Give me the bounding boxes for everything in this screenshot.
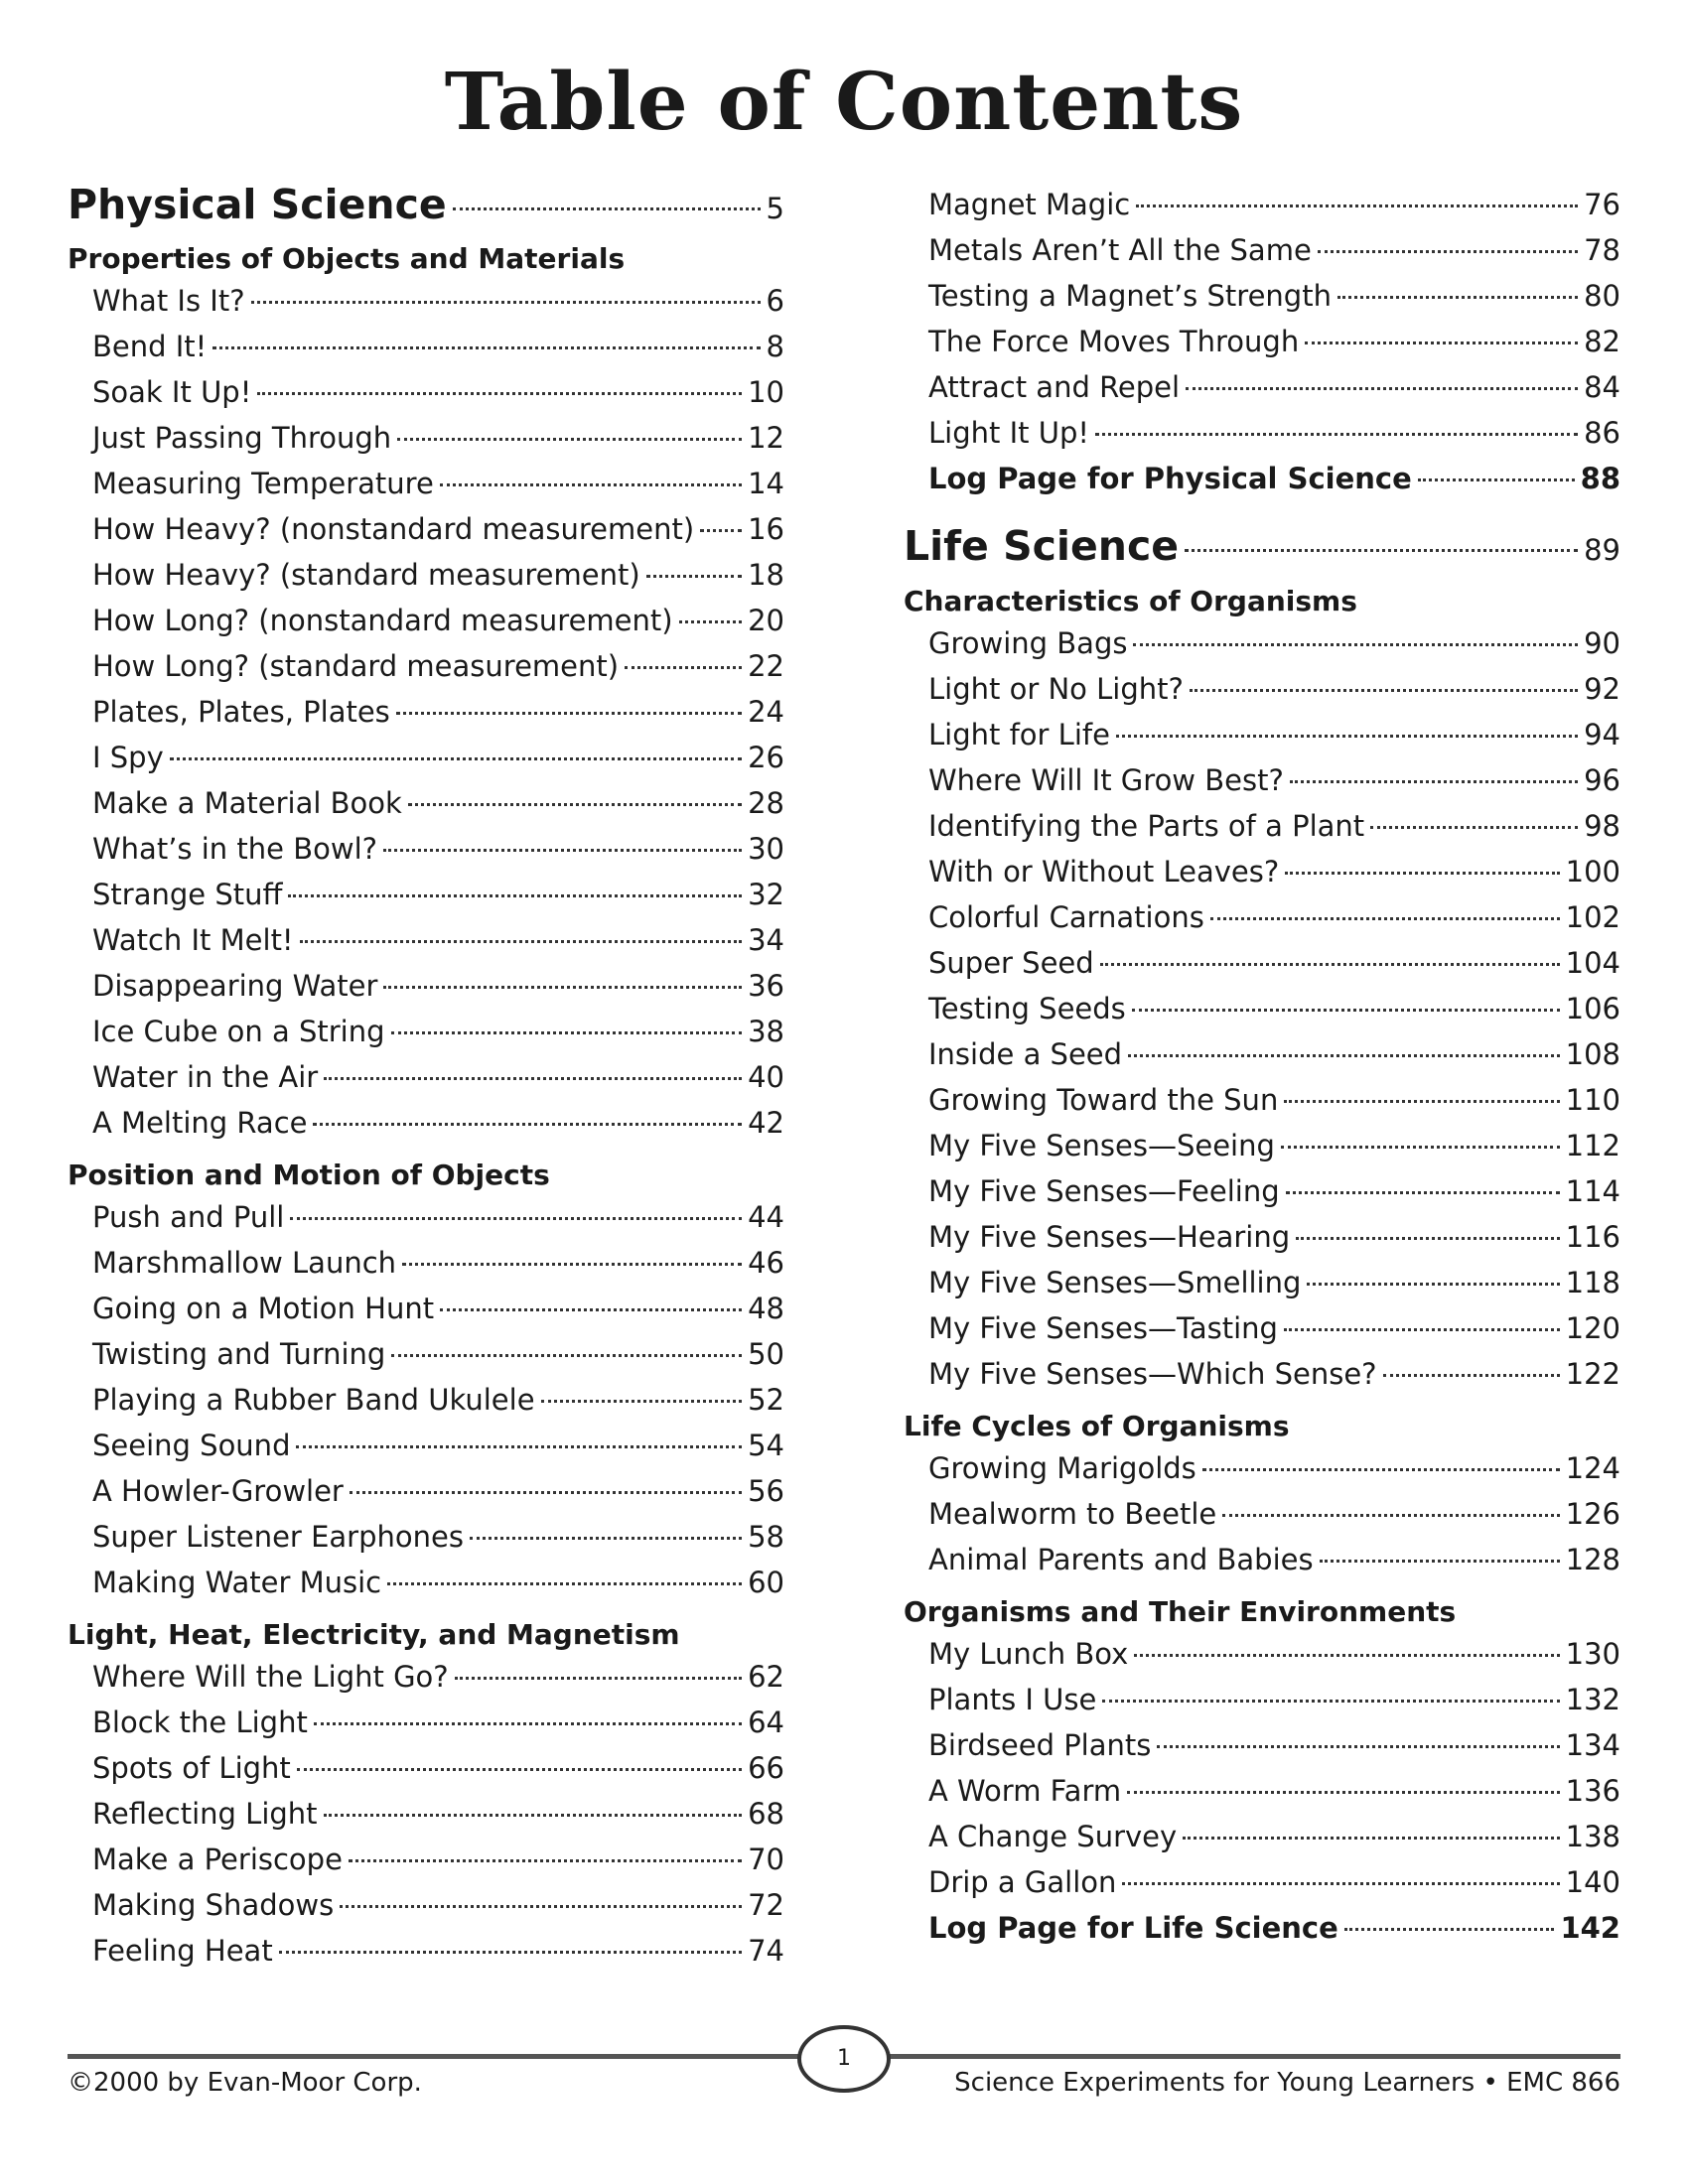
toc-entry[interactable] bbox=[92, 1337, 784, 1383]
page-number: 56 bbox=[748, 1474, 784, 1508]
toc-entry[interactable] bbox=[92, 1060, 784, 1106]
entry-title: Light for Life bbox=[928, 718, 1110, 751]
page-number: 116 bbox=[1565, 1220, 1620, 1254]
page-number: 18 bbox=[748, 558, 784, 592]
entry-title: Light or No Light? bbox=[928, 672, 1184, 706]
page-title: Table of Contents bbox=[444, 55, 1244, 148]
page-number: 60 bbox=[748, 1566, 784, 1599]
toc-entry[interactable] bbox=[92, 1751, 784, 1797]
dot-leader bbox=[1100, 963, 1560, 966]
entry-title: Identifying the Parts of a Plant bbox=[928, 809, 1365, 843]
footer-book-title: Science Experiments for Young Learners • EMC 866 bbox=[954, 2068, 1620, 2098]
entry-title: Animal Parents and Babies bbox=[928, 1543, 1314, 1576]
dot-leader bbox=[1127, 1791, 1560, 1794]
dot-leader bbox=[1281, 1146, 1560, 1149]
dot-leader bbox=[1134, 1654, 1559, 1657]
entry-title: I Spy bbox=[92, 741, 164, 774]
page-number: 5 bbox=[766, 192, 784, 225]
dot-leader bbox=[1095, 433, 1578, 436]
dot-leader bbox=[440, 483, 742, 486]
dot-leader bbox=[1337, 296, 1578, 299]
dot-leader bbox=[297, 1768, 742, 1771]
toc-entry[interactable] bbox=[928, 1311, 1620, 1357]
entry-title: Metals Aren’t All the Same bbox=[928, 233, 1312, 267]
subsection-heading: Properties of Objects and Materials bbox=[68, 242, 626, 275]
entry-title: Making Shadows bbox=[92, 1888, 335, 1922]
page-number: 38 bbox=[748, 1015, 784, 1048]
entry-title: A Howler-Growler bbox=[92, 1474, 344, 1508]
toc-entry[interactable] bbox=[928, 188, 1620, 233]
dot-leader bbox=[257, 392, 742, 395]
toc-entry[interactable] bbox=[928, 1774, 1620, 1820]
dot-leader bbox=[324, 1814, 743, 1817]
toc-entry[interactable] bbox=[92, 1429, 784, 1474]
page-number: 88 bbox=[1580, 462, 1620, 495]
entry-title: What’s in the Bowl? bbox=[92, 832, 378, 866]
toc-entry[interactable] bbox=[928, 1543, 1620, 1588]
toc-entry[interactable] bbox=[92, 512, 784, 558]
dot-leader bbox=[1157, 1745, 1559, 1748]
entry-title: Growing Marigolds bbox=[928, 1451, 1196, 1485]
toc-entry[interactable] bbox=[928, 1497, 1620, 1543]
dot-leader bbox=[1418, 478, 1575, 481]
entry-title: Plants I Use bbox=[928, 1683, 1097, 1716]
entry-title: My Five Senses—Feeling bbox=[928, 1174, 1280, 1208]
entry-title: Make a Material Book bbox=[92, 786, 402, 820]
dot-leader bbox=[1183, 1837, 1559, 1840]
toc-entry[interactable] bbox=[928, 1683, 1620, 1728]
page-number: 112 bbox=[1565, 1129, 1620, 1162]
dot-leader bbox=[1305, 341, 1578, 344]
entry-title: Soak It Up! bbox=[92, 375, 252, 409]
page-number: 86 bbox=[1584, 416, 1620, 450]
subsection-heading: Organisms and Their Environments bbox=[904, 1595, 1457, 1628]
page-number: 6 bbox=[766, 284, 784, 318]
entry-title: Super Listener Earphones bbox=[92, 1520, 464, 1554]
entry-title: Watch It Melt! bbox=[92, 923, 294, 957]
toc-entry[interactable] bbox=[928, 370, 1620, 416]
entry-title: Plates, Plates, Plates bbox=[92, 695, 390, 729]
toc-entry[interactable] bbox=[928, 900, 1620, 946]
entry-title: Block the Light bbox=[92, 1706, 308, 1739]
entry-title: My Five Senses—Smelling bbox=[928, 1266, 1302, 1299]
toc-entry[interactable] bbox=[928, 279, 1620, 325]
page-number: 14 bbox=[748, 467, 784, 500]
page-number: 74 bbox=[748, 1934, 784, 1968]
page-number: 138 bbox=[1565, 1820, 1620, 1853]
page-number: 52 bbox=[748, 1383, 784, 1417]
dot-leader bbox=[391, 1031, 743, 1034]
entry-title: Where Will It Grow Best? bbox=[928, 763, 1284, 797]
dot-leader bbox=[212, 346, 760, 349]
toc-entry[interactable] bbox=[928, 1865, 1620, 1911]
toc-entry[interactable] bbox=[92, 1660, 784, 1706]
toc-entry-log-page[interactable] bbox=[928, 1911, 1620, 1957]
dot-leader bbox=[1132, 1009, 1560, 1012]
entry-title: Marshmallow Launch bbox=[92, 1246, 397, 1280]
entry-title: My Five Senses—Which Sense? bbox=[928, 1357, 1377, 1391]
dot-leader bbox=[314, 1722, 742, 1725]
dot-leader bbox=[408, 803, 742, 806]
toc-entry[interactable] bbox=[928, 1174, 1620, 1220]
dot-leader bbox=[470, 1537, 742, 1540]
page-number: 48 bbox=[748, 1292, 784, 1325]
page-number: 126 bbox=[1565, 1497, 1620, 1531]
dot-leader bbox=[1344, 1928, 1555, 1931]
toc-entry[interactable] bbox=[92, 558, 784, 604]
page-number: 92 bbox=[1584, 672, 1620, 706]
page-number: 28 bbox=[748, 786, 784, 820]
toc-entry[interactable] bbox=[92, 1520, 784, 1566]
entry-title: How Heavy? (standard measurement) bbox=[92, 558, 640, 592]
toc-entry[interactable] bbox=[92, 375, 784, 421]
toc-entry[interactable] bbox=[928, 626, 1620, 672]
page-number: 24 bbox=[748, 695, 784, 729]
dot-leader bbox=[1286, 1191, 1560, 1194]
entry-title: Just Passing Through bbox=[92, 421, 392, 455]
dot-leader bbox=[1318, 250, 1578, 253]
dot-leader bbox=[340, 1905, 742, 1908]
dot-leader bbox=[1285, 872, 1559, 875]
toc-entry[interactable] bbox=[928, 1037, 1620, 1083]
toc-entry[interactable] bbox=[92, 1015, 784, 1060]
entry-title: A Change Survey bbox=[928, 1820, 1178, 1853]
entry-title: Mealworm to Beetle bbox=[928, 1497, 1217, 1531]
entry-title: My Five Senses—Hearing bbox=[928, 1220, 1291, 1254]
page-number: 114 bbox=[1565, 1174, 1620, 1208]
entry-title: Water in the Air bbox=[92, 1060, 319, 1094]
toc-entry[interactable] bbox=[92, 330, 784, 375]
dot-leader bbox=[1186, 387, 1578, 390]
toc-entry[interactable] bbox=[928, 1728, 1620, 1774]
entry-title: Ice Cube on a String bbox=[92, 1015, 385, 1048]
page-number: 22 bbox=[748, 649, 784, 683]
entry-title: Growing Bags bbox=[928, 626, 1128, 660]
dot-leader bbox=[1122, 1882, 1559, 1885]
entry-title: A Melting Race bbox=[92, 1106, 308, 1140]
dot-leader bbox=[1296, 1237, 1560, 1240]
subsection-heading: Position and Motion of Objects bbox=[68, 1159, 550, 1191]
page-number: 20 bbox=[748, 604, 784, 637]
toc-entry[interactable] bbox=[928, 672, 1620, 718]
page-number: 89 bbox=[1584, 533, 1620, 567]
entry-title: A Worm Farm bbox=[928, 1774, 1122, 1808]
dot-leader bbox=[1307, 1283, 1559, 1286]
toc-entry[interactable] bbox=[928, 416, 1620, 462]
dot-leader bbox=[387, 1582, 742, 1585]
entry-title: Super Seed bbox=[928, 946, 1094, 980]
dot-leader bbox=[1102, 1700, 1559, 1703]
dot-leader bbox=[279, 1951, 742, 1954]
page-number: 124 bbox=[1565, 1451, 1620, 1485]
dot-leader bbox=[700, 529, 742, 532]
page-number: 132 bbox=[1565, 1683, 1620, 1716]
entry-title: Attract and Repel bbox=[928, 370, 1181, 404]
page-number: 102 bbox=[1565, 900, 1620, 934]
dot-leader bbox=[383, 849, 742, 852]
dot-leader bbox=[453, 207, 761, 210]
toc-entry[interactable] bbox=[928, 1451, 1620, 1497]
page-number: 58 bbox=[748, 1520, 784, 1554]
toc-entry[interactable] bbox=[92, 741, 784, 786]
dot-leader bbox=[541, 1400, 743, 1403]
toc-entry[interactable] bbox=[928, 809, 1620, 855]
entry-title: Strange Stuff bbox=[92, 878, 283, 911]
entry-title: Making Water Music bbox=[92, 1566, 382, 1599]
dot-leader bbox=[170, 757, 742, 760]
dot-leader bbox=[251, 301, 761, 304]
entry-title: Inside a Seed bbox=[928, 1037, 1123, 1071]
page-number: 72 bbox=[748, 1888, 784, 1922]
page-number: 8 bbox=[766, 330, 784, 363]
entry-title: Birdseed Plants bbox=[928, 1728, 1152, 1762]
toc-entry[interactable] bbox=[92, 1797, 784, 1843]
page-number: 142 bbox=[1560, 1911, 1620, 1945]
dot-leader bbox=[1284, 1328, 1560, 1331]
dot-leader bbox=[1222, 1514, 1559, 1517]
page-number: 32 bbox=[748, 878, 784, 911]
toc-entry[interactable] bbox=[92, 1888, 784, 1934]
page-number: 84 bbox=[1584, 370, 1620, 404]
dot-leader bbox=[391, 1354, 742, 1357]
dot-leader bbox=[1128, 1054, 1560, 1057]
page-number: 54 bbox=[748, 1429, 784, 1462]
toc-entry[interactable] bbox=[928, 1129, 1620, 1174]
page-number: 90 bbox=[1584, 626, 1620, 660]
toc-entry[interactable] bbox=[92, 878, 784, 923]
entry-title: Feeling Heat bbox=[92, 1934, 273, 1968]
section-physical-science[interactable] bbox=[68, 181, 784, 240]
toc-entry[interactable] bbox=[92, 284, 784, 330]
dot-leader bbox=[440, 1308, 742, 1311]
section-title: Physical Science bbox=[68, 181, 447, 228]
toc-entry[interactable] bbox=[928, 1820, 1620, 1865]
dot-leader bbox=[296, 1445, 742, 1448]
page-number: 12 bbox=[748, 421, 784, 455]
page-number: 118 bbox=[1565, 1266, 1620, 1299]
toc-entry[interactable] bbox=[92, 467, 784, 512]
page-number: 130 bbox=[1565, 1637, 1620, 1671]
page-number: 36 bbox=[748, 969, 784, 1003]
entry-title: Spots of Light bbox=[92, 1751, 291, 1785]
dot-leader bbox=[1133, 643, 1578, 646]
page-number: 120 bbox=[1565, 1311, 1620, 1345]
dot-leader bbox=[349, 1859, 742, 1862]
subsection-heading: Characteristics of Organisms bbox=[904, 585, 1357, 617]
page-number: 10 bbox=[748, 375, 784, 409]
entry-title: Testing Seeds bbox=[928, 992, 1126, 1025]
dot-leader bbox=[1136, 205, 1578, 207]
page-number: 136 bbox=[1565, 1774, 1620, 1808]
subsection-heading: Light, Heat, Electricity, and Magnetism bbox=[68, 1618, 680, 1651]
entry-title: Reflecting Light bbox=[92, 1797, 318, 1831]
footer-copyright: ©2000 by Evan-Moor Corp. bbox=[68, 2068, 422, 2098]
entry-title: Measuring Temperature bbox=[92, 467, 434, 500]
page-number: 122 bbox=[1565, 1357, 1620, 1391]
dot-leader bbox=[1284, 1100, 1559, 1103]
toc-entry[interactable] bbox=[928, 992, 1620, 1037]
dot-leader bbox=[324, 1077, 742, 1080]
entry-title: Twisting and Turning bbox=[92, 1337, 386, 1371]
dot-leader bbox=[396, 712, 742, 715]
page-number-badge: 1 bbox=[797, 2025, 891, 2093]
page-number: 46 bbox=[748, 1246, 784, 1280]
toc-entry[interactable] bbox=[92, 786, 784, 832]
entry-title: What Is It? bbox=[92, 284, 245, 318]
dot-leader bbox=[1190, 689, 1578, 692]
entry-title: Bend It! bbox=[92, 330, 208, 363]
entry-title: Make a Periscope bbox=[92, 1843, 343, 1876]
entry-title: Seeing Sound bbox=[92, 1429, 291, 1462]
toc-entry[interactable] bbox=[92, 1566, 784, 1611]
toc-entry[interactable] bbox=[92, 421, 784, 467]
page-number: 94 bbox=[1584, 718, 1620, 751]
toc-entry[interactable] bbox=[928, 1220, 1620, 1266]
dot-leader bbox=[288, 894, 742, 897]
toc-entry[interactable] bbox=[92, 969, 784, 1015]
page-number: 140 bbox=[1565, 1865, 1620, 1899]
page-number: 82 bbox=[1584, 325, 1620, 358]
page-number: 110 bbox=[1565, 1083, 1620, 1117]
entry-title: Push and Pull bbox=[92, 1200, 285, 1234]
entry-title: Magnet Magic bbox=[928, 188, 1131, 221]
dot-leader bbox=[1370, 826, 1578, 829]
dot-leader bbox=[350, 1491, 742, 1494]
toc-entry[interactable] bbox=[92, 1106, 784, 1152]
toc-entry[interactable] bbox=[92, 695, 784, 741]
toc-entry[interactable] bbox=[928, 1637, 1620, 1683]
page-number: 62 bbox=[748, 1660, 784, 1694]
dot-leader bbox=[1116, 735, 1578, 738]
toc-entry[interactable] bbox=[928, 325, 1620, 370]
entry-title: Where Will the Light Go? bbox=[92, 1660, 449, 1694]
dot-leader bbox=[1210, 917, 1560, 920]
toc-entry[interactable] bbox=[92, 923, 784, 969]
toc-entry[interactable] bbox=[92, 1383, 784, 1429]
page-number: 76 bbox=[1584, 188, 1620, 221]
toc-entry[interactable] bbox=[92, 604, 784, 649]
entry-title: The Force Moves Through bbox=[928, 325, 1300, 358]
toc-entry[interactable] bbox=[928, 1266, 1620, 1311]
section-title: Life Science bbox=[904, 522, 1180, 570]
toc-entry[interactable] bbox=[928, 763, 1620, 809]
section-life-science[interactable] bbox=[904, 522, 1620, 582]
page-number: 100 bbox=[1565, 855, 1620, 888]
page-number: 108 bbox=[1565, 1037, 1620, 1071]
page-number: 78 bbox=[1584, 233, 1620, 267]
page-number: 70 bbox=[748, 1843, 784, 1876]
dot-leader bbox=[290, 1217, 742, 1220]
page-number: 40 bbox=[748, 1060, 784, 1094]
toc-entry[interactable] bbox=[928, 1083, 1620, 1129]
dot-leader bbox=[679, 620, 743, 623]
entry-title: Light It Up! bbox=[928, 416, 1089, 450]
entry-title: Drip a Gallon bbox=[928, 1865, 1117, 1899]
dot-leader bbox=[1185, 549, 1578, 552]
entry-title: How Long? (standard measurement) bbox=[92, 649, 620, 683]
toc-entry[interactable] bbox=[92, 1200, 784, 1246]
toc-entry[interactable] bbox=[92, 832, 784, 878]
toc-entry[interactable] bbox=[92, 1706, 784, 1751]
entry-title: Testing a Magnet’s Strength bbox=[928, 279, 1332, 313]
dot-leader bbox=[383, 986, 742, 989]
page-number: 26 bbox=[748, 741, 784, 774]
page-number: 104 bbox=[1565, 946, 1620, 980]
subsection-heading: Life Cycles of Organisms bbox=[904, 1410, 1290, 1442]
entry-title: Disappearing Water bbox=[92, 969, 378, 1003]
entry-title: Going on a Motion Hunt bbox=[92, 1292, 435, 1325]
entry-title: How Heavy? (nonstandard measurement) bbox=[92, 512, 695, 546]
page-number: 106 bbox=[1565, 992, 1620, 1025]
entry-title: Log Page for Life Science bbox=[928, 1911, 1338, 1945]
toc-entry[interactable] bbox=[92, 1246, 784, 1292]
page-number: 98 bbox=[1584, 809, 1620, 843]
entry-title: How Long? (nonstandard measurement) bbox=[92, 604, 673, 637]
page-number: 66 bbox=[748, 1751, 784, 1785]
toc-entry[interactable] bbox=[92, 1474, 784, 1520]
entry-title: My Five Senses—Seeing bbox=[928, 1129, 1275, 1162]
page-number: 16 bbox=[748, 512, 784, 546]
dot-leader bbox=[1290, 780, 1578, 783]
page-number: 68 bbox=[748, 1797, 784, 1831]
entry-title: My Five Senses—Tasting bbox=[928, 1311, 1278, 1345]
entry-title: With or Without Leaves? bbox=[928, 855, 1280, 888]
page-number: 42 bbox=[748, 1106, 784, 1140]
dot-leader bbox=[1202, 1468, 1560, 1471]
toc-entry[interactable] bbox=[92, 1292, 784, 1337]
toc-entry[interactable] bbox=[928, 233, 1620, 279]
dot-leader bbox=[455, 1677, 742, 1680]
toc-entry[interactable] bbox=[928, 718, 1620, 763]
dot-leader bbox=[300, 940, 743, 943]
entry-title: My Lunch Box bbox=[928, 1637, 1129, 1671]
entry-title: Log Page for Physical Science bbox=[928, 462, 1412, 495]
toc-entry-log-page[interactable] bbox=[928, 462, 1620, 507]
toc-entry[interactable] bbox=[92, 649, 784, 695]
toc-entry[interactable] bbox=[928, 946, 1620, 992]
entry-title: Growing Toward the Sun bbox=[928, 1083, 1279, 1117]
page-number: 64 bbox=[748, 1706, 784, 1739]
dot-leader bbox=[646, 575, 742, 578]
page-number: 134 bbox=[1565, 1728, 1620, 1762]
dot-leader bbox=[313, 1123, 742, 1126]
dot-leader bbox=[625, 666, 742, 669]
toc-entry[interactable] bbox=[928, 855, 1620, 900]
page-number: 128 bbox=[1565, 1543, 1620, 1576]
toc-entry[interactable] bbox=[92, 1934, 784, 1979]
page-number: 34 bbox=[748, 923, 784, 957]
page-number: 30 bbox=[748, 832, 784, 866]
page-number: 44 bbox=[748, 1200, 784, 1234]
dot-leader bbox=[397, 438, 742, 441]
toc-entry[interactable] bbox=[928, 1357, 1620, 1403]
dot-leader bbox=[1320, 1560, 1560, 1563]
dot-leader bbox=[1383, 1374, 1560, 1377]
page-number: 80 bbox=[1584, 279, 1620, 313]
toc-entry[interactable] bbox=[92, 1843, 784, 1888]
entry-title: Colorful Carnations bbox=[928, 900, 1204, 934]
entry-title: Playing a Rubber Band Ukulele bbox=[92, 1383, 535, 1417]
dot-leader bbox=[402, 1263, 742, 1266]
page-number: 50 bbox=[748, 1337, 784, 1371]
page-number: 96 bbox=[1584, 763, 1620, 797]
